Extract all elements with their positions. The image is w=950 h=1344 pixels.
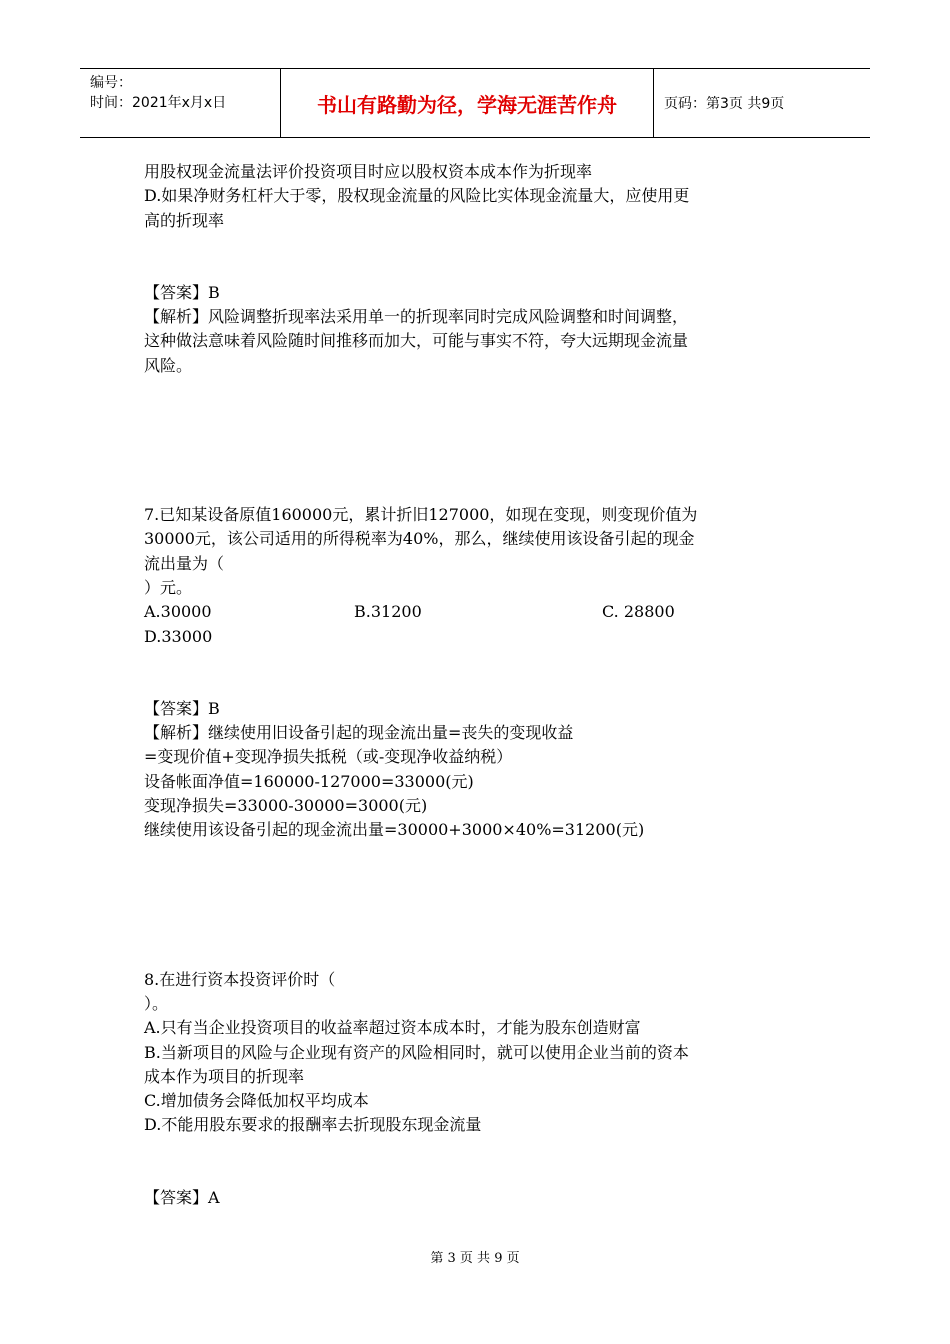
question-7-line: 7.已知某设备原值160000元，累计折旧127000，如现在变现，则变现价值为 — [144, 505, 698, 525]
page-header — [80, 68, 870, 138]
option-a: A.只有当企业投资项目的收益率超过资本成本时，才能为股东创造财富 — [144, 1018, 641, 1038]
analysis-line: 设备帐面净值=160000-127000=33000(元) — [144, 771, 474, 791]
analysis-line: 这种做法意味着风险随时间推移而加大，可能与事实不符，夸大远期现金流量 — [144, 331, 689, 351]
text-line: 高的折现率 — [144, 210, 225, 230]
option-d: D.不能用股东要求的报酬率去折现股东现金流量 — [144, 1115, 482, 1135]
header-page-number: 页码：第3页 共9页 — [664, 96, 785, 112]
question-7-line: 流出量为（ — [144, 553, 225, 573]
header-number: 编号： — [90, 75, 132, 91]
header-info — [80, 69, 281, 137]
option-d-line: D.如果净财务杠杆大于零，股权现金流量的风险比实体现金流量大，应使用更 — [144, 186, 690, 206]
question-7-line: 30000元，该公司适用的所得税率为40%，那么，继续使用该设备引起的现金 — [144, 529, 695, 549]
analysis-line: 变现净损失=33000-30000=3000(元) — [144, 796, 428, 816]
question-8-line: ）。 — [144, 993, 169, 1013]
option-c: C.增加债务会降低加权平均成本 — [144, 1091, 369, 1111]
option-a: A.30000 — [144, 602, 212, 622]
option-c: C. 28800 — [602, 602, 675, 622]
answer-q8: 【答案】A — [144, 1187, 220, 1207]
analysis-line: =变现价值+变现净损失抵税（或-变现净收益纳税） — [144, 747, 513, 767]
option-d: D.33000 — [144, 626, 213, 646]
answer-q7: 【答案】B — [144, 698, 220, 718]
analysis-line: 【解析】继续使用旧设备引起的现金流出量=丧失的变现收益 — [144, 723, 574, 743]
option-b: 成本作为项目的折现率 — [144, 1066, 305, 1086]
question-8-line: 8.在进行资本投资评价时（ — [144, 969, 336, 989]
header-motto: 书山有路勤为径，学海无涯苦作舟 — [281, 69, 654, 137]
header-time: 时间：2021年x月x日 — [90, 95, 227, 111]
question-7-options — [144, 600, 804, 624]
analysis-line: 继续使用该设备引起的现金流出量=30000+3000×40%=31200(元) — [144, 820, 645, 840]
analysis-line: 风险。 — [144, 355, 193, 375]
option-b: B.当新项目的风险与企业现有资产的风险相同时，就可以使用企业当前的资本 — [144, 1042, 689, 1062]
analysis-line: 【解析】风险调整折现率法采用单一的折现率同时完成风险调整和时间调整， — [144, 307, 689, 327]
text-line: 用股权现金流量法评价投资项目时应以股权资本成本作为折现率 — [144, 162, 593, 181]
answer-q6: 【答案】B — [144, 282, 220, 302]
question-7-line: ）元。 — [144, 577, 193, 597]
option-b: B.31200 — [354, 602, 422, 622]
document-body — [144, 160, 804, 1210]
page-footer: 第 3 页 共 9 页 — [430, 1251, 520, 1266]
